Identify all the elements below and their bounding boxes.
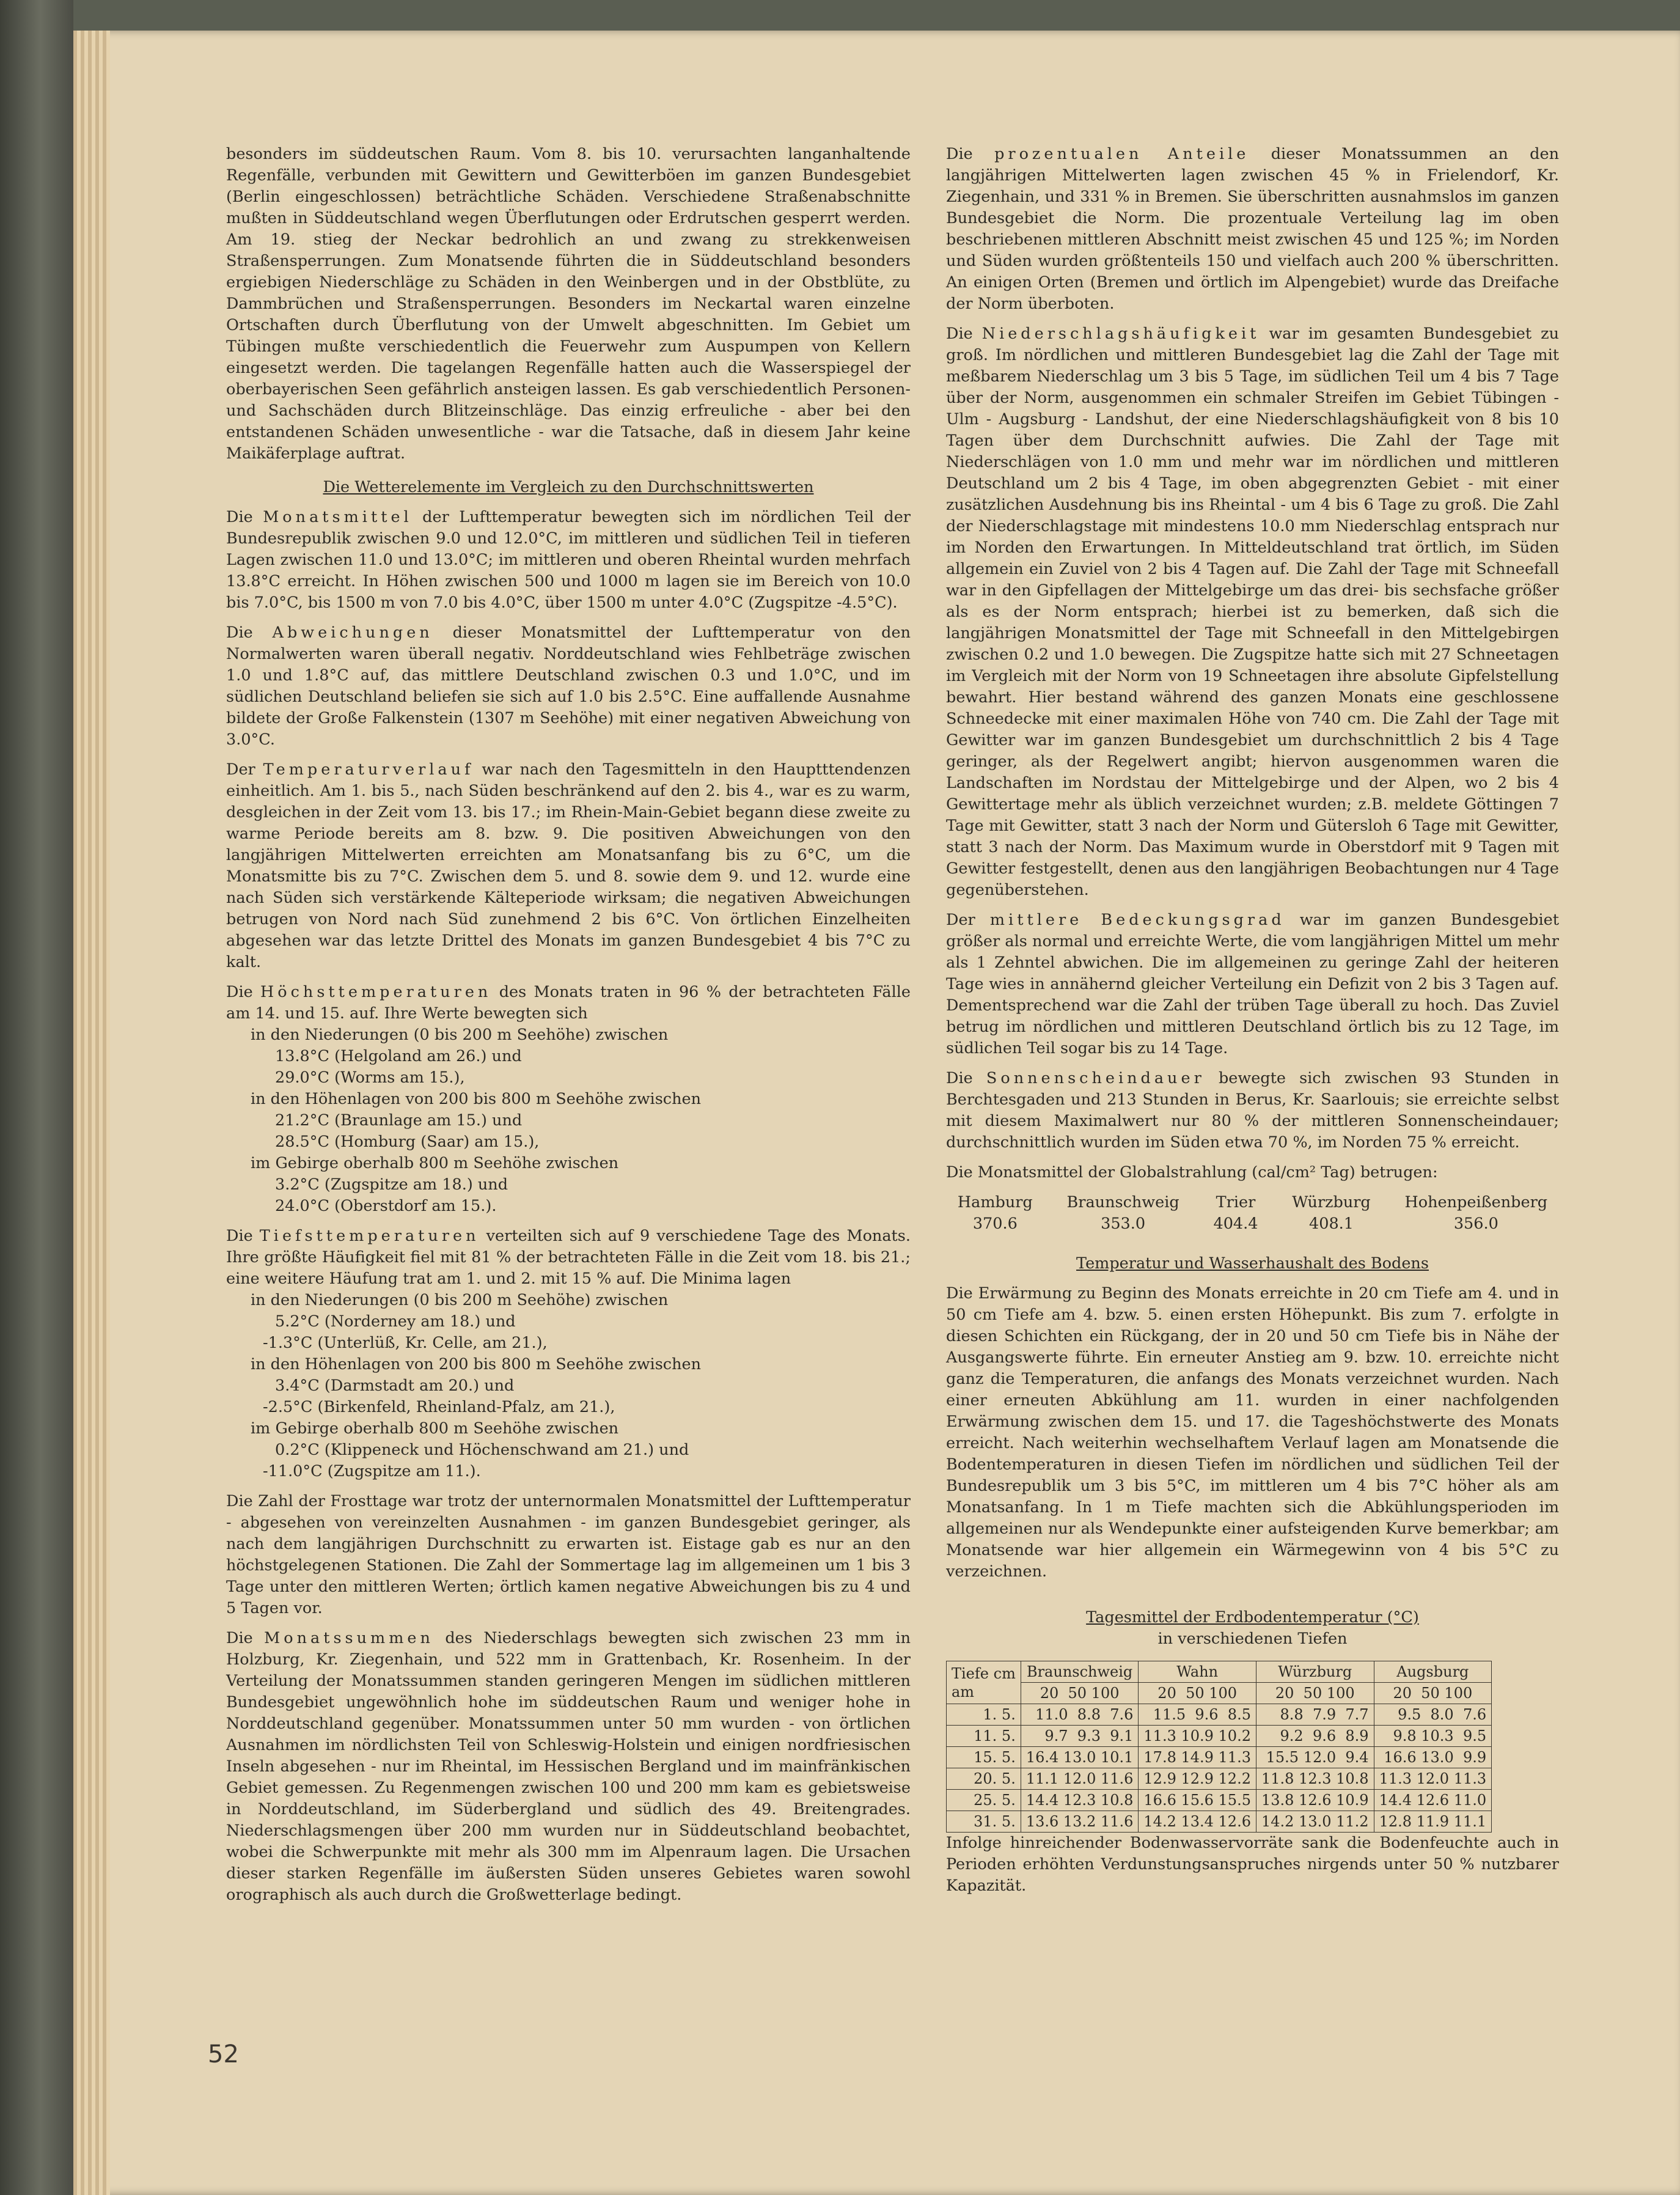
table-cell: 11.0 8.8 7.6 [1021, 1704, 1139, 1726]
table-cell: 14.2 13.4 12.6 [1139, 1811, 1256, 1833]
paragraph-frost-days: Die Zahl der Frosttage war trotz der unternormalen Monatsmittel der Lufttemperatur - abgesehen von vereinzelten Ausnahmen - im ganzen Bundesgebiet geringer, als nach dem langjährigen Durchschnitt zu erwarten ist. Eistage gab es nur an den höchstgelegenen Stationen. Die Zahl der Sommertage lag im allgemeinen um 1 bis 3 Tage unter den mittleren Werten; örtlich kamen negative Abweichungen bis zu 4 und 5 Tagen vor. [226, 1492, 911, 1617]
table-cell: 11.3 10.9 10.2 [1139, 1726, 1256, 1747]
table-cell: 14.2 13.0 11.2 [1256, 1811, 1374, 1833]
table-cell: 13.8 12.6 10.9 [1256, 1790, 1374, 1811]
paragraph-rainfall-damage: besonders im süddeutschen Raum. Vom 8. bis 10. verursachten langanhaltende Regenfälle, verbunden mit Gewittern und Gewitterböen im ganzen Bundesgebiet (Berlin eingeschlossen) beträchtliche Schäden. Verschiedene Straßenabschnitte mußten in Süddeutschland wegen Überflutungen oder Erdrutschen gesperrt werden. Am 19. stieg der Neckar bedrohlich an und zwang zu strekkenweisen Straßensperrungen. Zum Monatsende führten die in Süddeutschland besonders ergiebigen Niederschläge zu Schäden in den Weinbergen und in der Obstblüte, zu Dammbrüchen und Straßensperrungen. Besonders im Neckartal waren einzelne Ortschaften durch Überflutung von der Umwelt abgeschnitten. Im Gebiet um Tübingen mußte verschiedentlich die Feuerwehr zum Auspumpen von Kellern eingesetzt werden. Die tagelangen Regenfälle hatten auch die Wasserspiegel der oberbayerischen Seen gefährlich ansteigen lassen. Es gab verschiedentlich Personen- und Sachschäden durch Blitzeinschläge. Das einzig erfreuliche - aber bei den entstandenen Schäden unwesentliche - war die Tatsache, daß in diesem Jahr keine Maikäferplage auftrat. [226, 145, 911, 463]
table-cell: 14.4 12.6 11.0 [1374, 1790, 1492, 1811]
list-line: in den Niederungen (0 bis 200 m Seehöhe) zwischen [251, 1026, 669, 1044]
book-binding [0, 0, 73, 2195]
term-monatssummen: Monatssummen [264, 1629, 434, 1647]
paragraph-cloud-cover: Der mittlere Bedeckungsgrad war im ganzen Bundesgebiet größer als normal und erreichte Werte, die vom langjährigen Mittel um mehr als 1 Zehntel abwichen. Die im allgemeinen zu geringe Zahl der heiteren Tage wies in annähernd gleicher Verteilung ein Defizit von 2 bis 3 Tagen auf. Dementsprechend war die Zahl der trüben Tage überall zu hoch. Das Zuviel betrug im nördlichen und mittleren Deutschland örtlich bis zu 12 Tage, im südlichen Teil sogar bis zu 14 Tage. [946, 911, 1559, 1057]
term-prozentuale-anteile: prozentualen Anteile [994, 145, 1250, 163]
table-body [947, 1704, 1492, 1833]
list-line: -1.3°C (Unterlüß, Kr. Celle, am 21.), [263, 1334, 548, 1352]
paragraph-precipitation-frequency: Die Niederschlagshäufigkeit war im gesamten Bundesgebiet zu groß. Im nördlichen und mittleren Bundesgebiet lag die Zahl der Tage mit meßbarem Niederschlag um 3 bis 5 Tage, im südlichen Teil um 4 bis 7 Tage über der Norm, ausgenommen ein schmaler Streifen im Gebiet Tübingen - Ulm - Augsburg - Landshut, der eine Niederschlagshäufigkeit von 8 bis 10 Tagen über dem Durchschnitt aufwies. Die Zahl der Tage mit Niederschlägen von 1.0 mm und mehr war im nördlichen und mittleren Deutschland um 2 bis 4 Tage, im oben abgegrenzten Gebiet - mit einer zusätzlichen Ausdehnung bis ins Rheintal - um 4 bis 6 Tage zu groß. Die Zahl der Niederschlagstage mit mindestens 10.0 mm Niederschlag entsprach nur im Norden den Erwartungen. In Mitteldeutschland trat örtlich, im Süden allgemein ein Zuviel von 2 bis 4 Tagen auf. Die Zahl der Tage mit Schneefall war in den Gipfellagen der Mittelgebirge um das drei- bis sechsfache größer als es der Norm entsprach; hierbei ist zu bemerken, daß sich die langjährigen Monatsmittel der Tage mit Schneefall in den Mittelgebirgen zwischen 0.2 und 1.0 bewegen. Die Zugspitze hatte sich mit 27 Schneetagen im Vergleich mit der Norm von 19 Schneetagen ihre absolute Gipfelstellung bewahrt. Hier bestand während des ganzen Monats eine geschlossene Schneedecke mit einer maximalen Höhe von 740 cm. Die Zahl der Tage mit Gewitter war im ganzen Bundesgebiet um durchschnittlich 2 bis 4 Tage geringer, als der Regelwert angibt; hiervon ausgenommen waren die Landschaften im Nordstau der Mittelgebirge und der Alpen, wo 2 bis 4 Gewittertage mehr als üblich verzeichnet wurden; z.B. meldete Göttingen 7 Tage mit Gewitter, statt 3 nach der Norm und Gütersloh 6 Tage mit Gewitter, statt 3 nach der Norm. Das Maximum wurde in Oberstdorf mit 9 Tagen mit Gewitter festgestellt, denen aus den langjährigen Beobachtungen nur 4 Tage gegenüberstehen. [946, 325, 1560, 899]
radiation-value: 353.0 [1101, 1215, 1146, 1233]
row-date: 25. 5. [947, 1790, 1021, 1811]
paragraph-soil-warming: Die Erwärmung zu Beginn des Monats erreichte in 20 cm Tiefe am 4. und in 50 cm Tiefe am 4. bzw. 5. einen ersten Höhepunkt. Bis zum 7. erfolgte in diesen Schichten ein Rückgang, der in 20 und 50 cm Tiefe bis in Nähe der Ausgangswerte führte. Ein erneuter Anstieg am 9. bzw. 10. erreichte nicht ganz die Temperaturen, die anfangs des Monats verzeichnet wurden. Nach einer erneuten Abkühlung am 11. wurden in einer nachfolgenden Erwärmung zwischen dem 15. und 17. die Tageshöchstwerte des Monats erreicht. Nach weiterhin wechselhaftem Verlauf lagen am Monatsende die Bodentemperaturen in diesen Tiefen im nördlichen und südlichen Teil der Bundesrepublik um 3 bis 5°C, im mittleren um 4 bis 7°C höher als am Monatsanfang. In 1 m Tiefe machten sich die Abkühlungsperioden im allgemeinen nur als Wendepunkte einer aufsteigenden Kurve bemerkbar; am Monatsende war hier allgemein ein Wärmegewinn von 4 bis 5°C zu verzeichnen. [946, 1284, 1559, 1581]
table-cell: 11.8 12.3 10.8 [1256, 1768, 1374, 1790]
row-date: 15. 5. [947, 1747, 1021, 1768]
list-line: 3.2°C (Zugspitze am 18.) und [275, 1175, 508, 1194]
row-date: 20. 5. [947, 1768, 1021, 1790]
page-edges [73, 31, 110, 2195]
page-number: 52 [208, 2040, 239, 2068]
table-cell: 13.6 13.2 11.6 [1021, 1811, 1139, 1833]
paragraph-temperature-course: Der Temperaturverlauf war nach den Tagesmitteln in den Hauptttendenzen einheitlich. Am 1. bis 5., nach Süden beschränkend auf den 2. bis 4., war es zu warm, desgleichen in der Zeit vom 13. bis 17.; im Rhein-Main-Gebiet begann diese zweite zu warme Periode bereits am 8. bzw. 9. Die positiven Abweichungen von den langjährigen Mittelwerten erreichten am Monatsanfang bis zu 6°C, um die Monatsmitte bis zu 7°C. Zwischen dem 5. und 8. sowie dem 9. und 12. wurde eine nach Süden sich verstärkende Kälteperiode wirksam; die negativen Abweichungen betrugen von Nord nach Süd zunehmend 2 bis 6°C. Von örtlichen Einzelheiten abgesehen war das letzte Drittel des Monats im ganzen Bundesgebiet 4 bis 7°C zu kalt. [226, 760, 911, 971]
list-line: -11.0°C (Zugspitze am 11.). [263, 1462, 481, 1480]
radiation-value: 408.1 [1309, 1215, 1354, 1233]
list-line: in den Niederungen (0 bis 200 m Seehöhe) zwischen [251, 1291, 669, 1309]
list-line: 24.0°C (Oberstdorf am 15.). [275, 1197, 497, 1215]
table-cell: 9.5 8.0 7.6 [1374, 1704, 1492, 1726]
table-cell: 14.4 12.3 10.8 [1021, 1790, 1139, 1811]
depth-header: 20 50 100 [1139, 1683, 1256, 1704]
row-date: 31. 5. [947, 1811, 1021, 1833]
column-header-station: Braunschweig [1021, 1661, 1139, 1683]
table-cell: 8.8 7.9 7.7 [1256, 1704, 1374, 1726]
term-hoechsttemperaturen: Höchsttemperaturen [260, 983, 492, 1001]
table-cell: 16.6 15.6 15.5 [1139, 1790, 1256, 1811]
soil-temperature-table [946, 1661, 1492, 1833]
term-sonnenscheindauer: Sonnenscheindauer [986, 1069, 1205, 1087]
table-row [947, 1790, 1492, 1811]
station-name: Braunschweig [1066, 1193, 1179, 1211]
list-line: im Gebirge oberhalb 800 m Seehöhe zwischen [251, 1419, 619, 1438]
table-corner: Tiefe cm am [947, 1661, 1021, 1704]
section-heading-soil: Temperatur und Wasserhaushalt des Bodens [1076, 1254, 1429, 1273]
table-row [947, 1811, 1492, 1833]
station-name: Würzburg [1292, 1193, 1371, 1211]
radiation-value: 370.6 [972, 1215, 1018, 1233]
term-bedeckungsgrad: mittlere Bedeckungsgrad [989, 911, 1285, 929]
station-name: Hohenpeißenberg [1404, 1193, 1548, 1211]
station-name: Hamburg [957, 1193, 1033, 1211]
list-line: 28.5°C (Homburg (Saar) am 15.), [275, 1133, 540, 1151]
depth-header: 20 50 100 [1021, 1683, 1139, 1704]
list-line: 3.4°C (Darmstadt am 20.) und [275, 1377, 515, 1395]
term-tiefsttemperaturen: Tiefsttemperaturen [259, 1227, 480, 1245]
term-temperaturverlauf: Temperaturverlauf [263, 760, 474, 779]
global-radiation-intro: Die Monatsmittel der Globalstrahlung (cal/cm² Tag) betrugen: [946, 1163, 1438, 1182]
min-temperature-list [226, 1290, 911, 1482]
table-row [947, 1768, 1492, 1790]
list-line: 5.2°C (Norderney am 18.) und [275, 1312, 516, 1331]
radiation-value: 356.0 [1453, 1215, 1498, 1233]
list-line: in den Höhenlagen von 200 bis 800 m Seehöhe zwischen [251, 1355, 702, 1373]
depth-header: 20 50 100 [1256, 1683, 1374, 1704]
paragraph-percentages: Die prozentualen Anteile dieser Monatssummen an den langjährigen Mittelwerten lagen zwischen 45 % in Frielendorf, Kr. Ziegenhain, und 331 % in Bremen. Sie überschritten ausnahmslos im ganzen Bundesgebiet die Norm. Die prozentuale Verteilung lag im oben beschriebenen mittleren Abschnitt meist zwischen 45 und 125 %; im Norden und Süden wurden größtenteils 150 und vielfach auch 200 % überschritten. An einigen Orten (Bremen und örtlich im Alpengebiet) wurde das Dreifache der Norm überboten. [946, 145, 1559, 313]
table-cell: 12.8 11.9 11.1 [1374, 1811, 1492, 1833]
list-line: -2.5°C (Birkenfeld, Rheinland-Pfalz, am 21.), [263, 1398, 615, 1416]
left-column [226, 144, 911, 1914]
soil-table-title: Tagesmittel der Erdbodentemperatur (°C) in verschiedenen Tiefen [1086, 1608, 1419, 1648]
column-header-station: Würzburg [1256, 1661, 1374, 1683]
table-cell: 9.2 9.6 8.9 [1256, 1726, 1374, 1747]
table-cell: 17.8 14.9 11.3 [1139, 1747, 1256, 1768]
section-heading-weather-elements: Die Wetterelemente im Vergleich zu den Durchschnittswerten [323, 478, 814, 496]
max-temperature-list [226, 1024, 911, 1217]
paragraph-max-temperatures: Die Höchsttemperaturen des Monats traten in 96 % der betrachteten Fälle am 14. und 15. auf. Ihre Werte bewegten sich in den Niederungen (0 bis 200 m Seehöhe) zwischen 13.8°C (Helgoland am 26.) und 29.0°C (Worms am 15.), in den Höhenlagen von 200 bis 800 m Seehöhe zwischen 21.2°C (Braunlage am 15.) und 28.5°C (Homburg (Saar) am 15.), im Gebirge oberhalb 800 m Seehöhe zwischen 3.2°C (Zugspitze am 18.) und 24.0°C (Oberstdorf am 15.). [226, 982, 911, 1217]
table-cell: 9.7 9.3 9.1 [1021, 1726, 1139, 1747]
column-header-station: Wahn [1139, 1661, 1256, 1683]
table-cell: 15.5 12.0 9.4 [1256, 1747, 1374, 1768]
list-line: in den Höhenlagen von 200 bis 800 m Seehöhe zwischen [251, 1090, 702, 1108]
list-line: 29.0°C (Worms am 15.), [275, 1068, 465, 1087]
table-cell: 9.8 10.3 9.5 [1374, 1726, 1492, 1747]
row-date: 11. 5. [947, 1726, 1021, 1747]
table-row [947, 1704, 1492, 1726]
global-radiation-values [946, 1192, 1559, 1235]
table-row [947, 1726, 1492, 1747]
term-monatsmittel: Monatsmittel [263, 508, 413, 526]
table-cell: 16.4 13.0 10.1 [1021, 1747, 1139, 1768]
station-name: Trier [1216, 1193, 1256, 1211]
table-cell: 11.5 9.6 8.5 [1139, 1704, 1256, 1726]
table-cell: 16.6 13.0 9.9 [1374, 1747, 1492, 1768]
radiation-value: 404.4 [1213, 1215, 1258, 1233]
table-cell: 11.3 12.0 11.3 [1374, 1768, 1492, 1790]
paragraph-soil-moisture: Infolge hinreichender Bodenwasservorräte sank die Bodenfeuchte auch in Perioden erhöhten Verdunstungsanspruches nirgends unter 50 % nutzbarer Kapazität. [946, 1834, 1559, 1895]
list-line: im Gebirge oberhalb 800 m Seehöhe zwischen [251, 1154, 619, 1172]
depth-header: 20 50 100 [1374, 1683, 1492, 1704]
column-header-station: Augsburg [1374, 1661, 1492, 1683]
list-line: 21.2°C (Braunlage am 15.) und [275, 1111, 523, 1130]
paragraph-sunshine: Die Sonnenscheindauer bewegte sich zwischen 93 Stunden in Berchtesgaden und 213 Stunden in Berus, Kr. Saarlouis; sie erreichte selbst mit diesem Maximalwert nur 80 % der mittleren Sonnenscheindauer; durchschnittlich wurden im Süden etwa 70 %, im Norden 75 % erreicht. [946, 1069, 1559, 1152]
term-abweichungen: Abweichungen [272, 623, 433, 642]
paragraph-min-temperatures: Die Tiefsttemperaturen verteilten sich auf 9 verschiedene Tage des Monats. Ihre größte Häufigkeit fiel mit 81 % der betrachteten Fälle in die Zeit vom 18. bis 21.; eine weitere Häufung trat am 1. und 2. mit 15 % auf. Die Minima lagen in den Niederungen (0 bis 200 m Seehöhe) zwischen 5.2°C (Norderney am 18.) und -1.3°C (Unterlüß, Kr. Celle, am 21.), in den Höhenlagen von 200 bis 800 m Seehöhe zwischen 3.4°C (Darmstadt am 20.) und -2.5°C (Birkenfeld, Rheinland-Pfalz, am 21.), im Gebirge oberhalb 800 m Seehöhe zwischen 0.2°C (Klippeneck und Höchenschwand am 21.) und -11.0°C (Zugspitze am 11.). [226, 1226, 911, 1482]
table-cell: 11.1 12.0 11.6 [1021, 1768, 1139, 1790]
paragraph-monthly-mean: Die Monatsmittel der Lufttemperatur bewegten sich im nördlichen Teil der Bundesrepublik zwischen 9.0 und 12.0°C, im mittleren und südlichen Teil in tieferen Lagen zwischen 11.0 und 13.0°C; im mittleren und oberen Rheintal wurden mehrfach 13.8°C erreicht. In Höhen zwischen 500 und 1000 m lagen sie im Bereich von 10.0 bis 7.0°C, bis 1500 m von 7.0 bis 4.0°C, über 1500 m unter 4.0°C (Zugspitze -4.5°C). [226, 508, 911, 612]
list-line: 13.8°C (Helgoland am 26.) und [275, 1047, 522, 1065]
paragraph-deviations: Die Abweichungen dieser Monatsmittel der Lufttemperatur von den Normalwerten waren überall negativ. Norddeutschland wies Fehlbeträge zwischen 1.0 und 1.8°C auf, das mittlere Deutschland zwischen 0.3 und 1.0°C, und im südlichen Deutschland beliefen sie sich auf 1.0 bis 2.5°C. Eine auffallende Ausnahme bildete der Große Falkenstein (1307 m Seehöhe) mit einer negativen Abweichung von 3.0°C. [226, 623, 911, 749]
right-column [946, 144, 1559, 1905]
paragraph-precipitation-sums: Die Monatssummen des Niederschlags bewegten sich zwischen 23 mm in Holzburg, Kr. Ziegenhain, und 522 mm in Grattenbach, Kr. Rosenheim. In der Verteilung der Monatssummen standen geringeren Mengen im südlichen mittleren Bundesgebiet ungewöhnlich hohe im süddeutschen Raum und weniger hohe in Norddeutschland gegenüber. Monatssummen unter 50 mm wurden - von örtlichen Ausnahmen im nördlichsten Teil von Schleswig-Holstein und einigen nordfriesischen Inseln abgesehen - nur im Rheintal, im Hessischen Bergland und im mainfränkischen Gebiet gemessen. Zu Regenmengen zwischen 100 und 200 mm kam es gebietsweise in Norddeutschland, im Süderbergland und südlich des 49. Breitengrades. Niederschlagsmengen über 200 mm wurden nur in Süddeutschland beobachtet, wobei die Schwerpunkte mit mehr als 300 mm im Alpenraum lagen. Die Ursachen dieser starken Regenfälle im äußersten Süden unseres Gebietes waren sowohl orographisch als auch durch die Großwetterlage bedingt. [226, 1629, 911, 1904]
table-row [947, 1747, 1492, 1768]
term-niederschlagshaeufigkeit: Niederschlagshäufigkeit [981, 325, 1260, 343]
list-line: 0.2°C (Klippeneck und Höchenschwand am 21.) und [275, 1441, 689, 1459]
row-date: 1. 5. [947, 1704, 1021, 1726]
table-cell: 12.9 12.9 12.2 [1139, 1768, 1256, 1790]
